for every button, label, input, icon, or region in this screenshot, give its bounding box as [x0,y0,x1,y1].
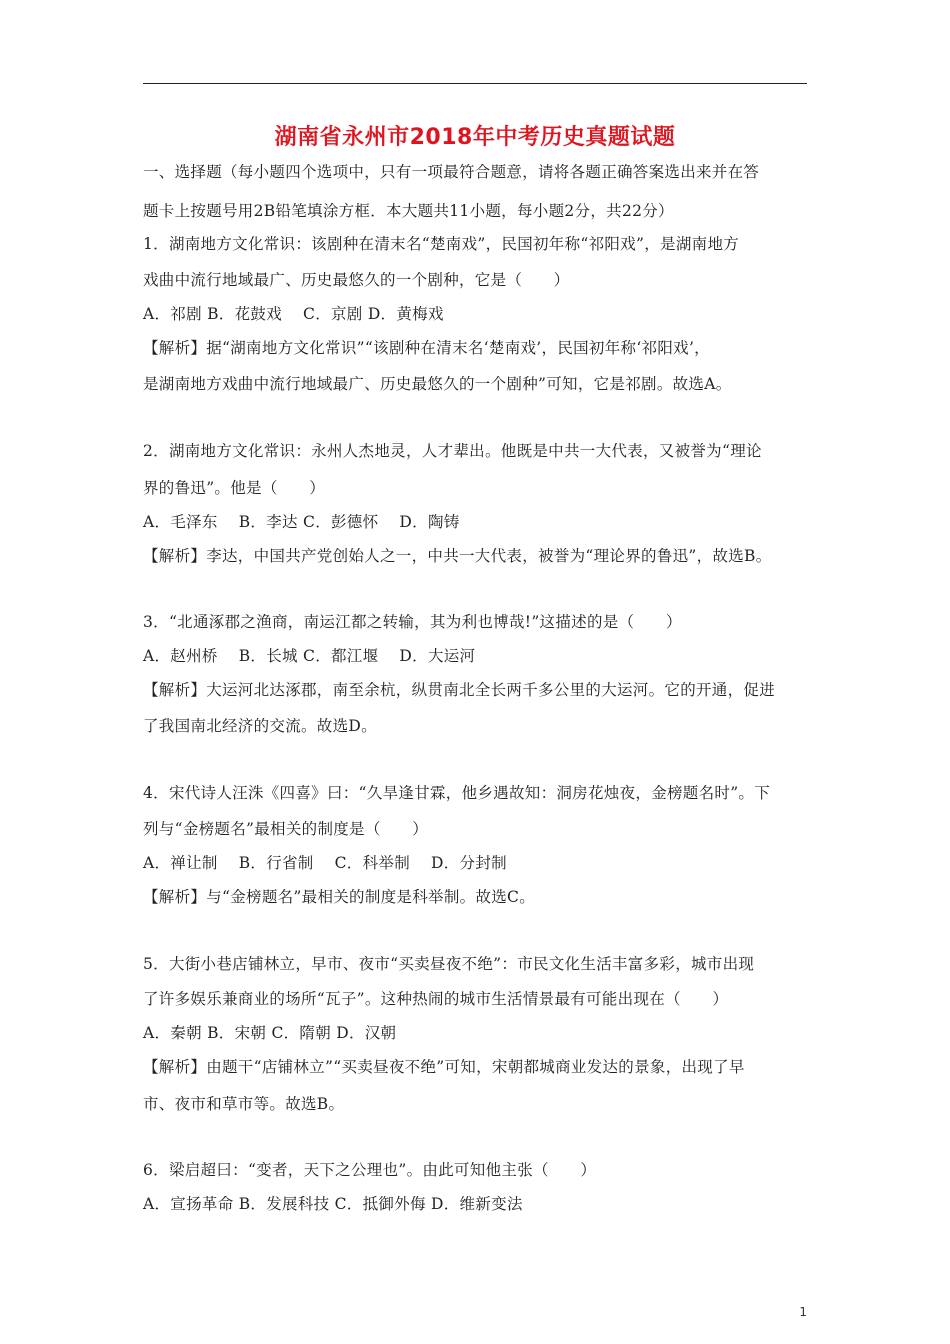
text-line: 市、夜市和草市等。故选B。 [143,1095,345,1113]
text-line: 5．大街小巷店铺林立，早市、夜市“买卖昼夜不绝”：市民文化生活丰富多彩，城市出现 [143,955,755,973]
text-line: 1．湖南地方文化常识：该剧种在清末名“楚南戏”，民国初年称“祁阳戏”，是湖南地方 [143,235,740,253]
text-line: 【解析】大运河北达涿郡，南至余杭，纵贯南北全长两千多公里的大运河。它的开通，促进 [143,681,776,699]
text-line: 列与“金榜题名”最相关的制度是（ ） [143,820,429,838]
text-line: 2．湖南地方文化常识：永州人杰地灵，人才辈出。他既是中共一大代表，又被誉为“理论 [143,442,762,460]
text-line: A．祁剧 B．花鼓戏 C．京剧 D．黄梅戏 [143,305,444,323]
text-line: 【解析】由题干“店铺林立”“买卖昼夜不绝”可知，宋朝都城商业发达的景象，出现了早 [143,1058,745,1076]
text-line: A．毛泽东 B．李达 C．彭德怀 D．陶铸 [143,513,460,531]
text-line: 界的鲁迅”。他是（ ） [143,479,326,497]
header-rule [143,83,807,84]
text-line: A．赵州桥 B．长城 C．都江堰 D．大运河 [143,647,476,665]
text-line: A．秦朝 B．宋朝 C．隋朝 D．汉朝 [143,1024,397,1042]
text-line: 3．“北通涿郡之渔商，南运江都之转输，其为利也博哉!”这描述的是（ ） [143,613,682,631]
page-title: 湖南省永州市2018年中考历史真题试题 [274,125,676,150]
text-line: 一、选择题（每小题四个选项中，只有一项最符合题意，请将各题正确答案选出来并在答 [143,163,760,181]
text-line: 【解析】据“湖南地方文化常识”“该剧种在清末名‘楚南戏’，民国初年称‘祁阳戏’， [143,339,710,357]
text-line: 是湖南地方戏曲中流行地域最广、历史最悠久的一个剧种”可知，它是祁剧。故选A。 [143,375,732,393]
text-line: 【解析】与“金榜题名”最相关的制度是科举制。故选C。 [143,888,536,906]
text-line: 4．宋代诗人汪洙《四喜》曰：“久旱逢甘霖，他乡遇故知：洞房花烛夜，金榜题名时”。下 [143,784,771,802]
text-line: 了我国南北经济的交流。故选D。 [143,717,377,735]
text-line: A．宣扬革命 B．发展科技 C．抵御外侮 D．维新变法 [143,1195,523,1213]
text-line: 题卡上按题号用2B铅笔填涂方框．本大题共11小题，每小题2分，共22分） [143,202,674,220]
text-line: 戏曲中流行地域最广、历史最悠久的一个剧种，它是（ ） [143,271,570,289]
text-line: 6．梁启超曰：“变者，天下之公理也”。由此可知他主张（ ） [143,1161,597,1179]
text-line: 【解析】李达，中国共产党创始人之一，中共一大代表，被誉为“理论界的鲁迅”，故选B。 [143,547,772,565]
text-line: 了许多娱乐兼商业的场所“瓦子”。这种热闹的城市生活情景最有可能出现在（ ） [143,990,729,1008]
page-number: 1 [799,1305,807,1319]
text-line: A．禅让制 B．行省制 C．科举制 D．分封制 [143,854,507,872]
